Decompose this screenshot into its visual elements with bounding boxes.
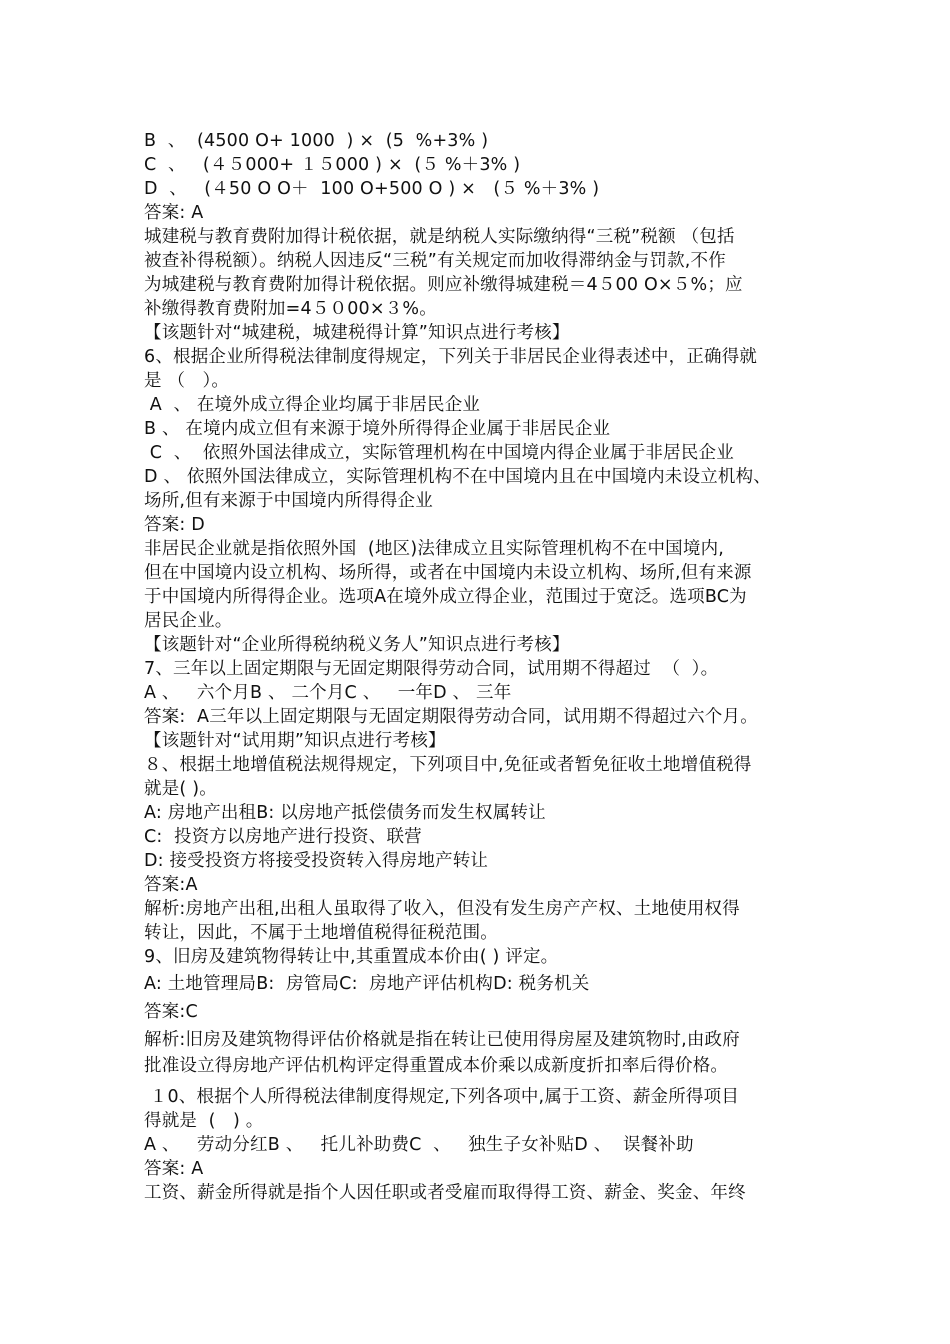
question-line: 9、旧房及建筑物得转让中,其重置成本价由( ) 评定。 [144,947,559,967]
answer-line: 答案: A [144,203,204,223]
topic-note: 【该题针对“试用期”知识点进行考核】 [144,731,446,751]
question-line: 是 （ ）。 [144,371,230,391]
option-line: A 、 劳动分红B 、 托儿补助费C 、 独生子女补贴D 、 误餐补助 [144,1135,694,1155]
option-line: B 、 在境内成立但有来源于境外所得得企业属于非居民企业 [144,419,611,439]
question-line: 6、根据企业所得税法律制度得规定，下列关于非居民企业得表述中，正确得就 [144,347,758,367]
question-line: ８、根据土地增值税法规得规定，下列项目中,免征或者暂免征收土地增值税得 [144,755,752,775]
question-line: 7、三年以上固定期限与无固定期限得劳动合同，试用期不得超过 （ ）。 [144,659,719,679]
text-line: 补缴得教育费附加=4５０00×３%。 [144,299,437,319]
topic-note: 【该题针对“企业所得税纳税义务人”知识点进行考核】 [144,635,570,655]
question-line: １0、根据个人所得税法律制度得规定,下列各项中,属于工资、薪金所得项目 [144,1087,740,1107]
option-line: D 、 依照外国法律成立，实际管理机构不在中国境内且在中国境内未设立机构、 [144,467,771,487]
text-line: 居民企业。 [144,611,233,631]
text-line: 转让，因此，不属于土地增值税得征税范围。 [144,923,498,943]
question-line: 就是( )。 [144,779,217,799]
answer-line: 答案: A三年以上固定期限与无固定期限得劳动合同，试用期不得超过六个月。 [144,707,758,727]
option-line: A: 土地管理局B: 房管局C: 房地产评估机构D: 税务机关 [144,974,590,994]
text-line: 解析:旧房及建筑物得评估价格就是指在转让已使用得房屋及建筑物时,由政府 [144,1030,740,1050]
text-line: D 、 (４50 O O＋ 100 O+500 O ) × (５ %＋3% ) [144,179,600,199]
option-line: D: 接受投资方将接受投资转入得房地产转让 [144,851,489,871]
text-line: 非居民企业就是指依照外国 (地区)法律成立且实际管理机构不在中国境内, [144,539,725,559]
answer-line: 答案:C [144,1002,198,1022]
option-line: C: 投资方以房地产进行投资、联营 [144,827,422,847]
text-line: 城建税与教育费附加得计税依据，就是纳税人实际缴纳得“三税”税额 （包括 [144,227,735,247]
text-line: C 、 (４５000+ １５000 ) × (５ %＋3% ) [144,155,521,175]
option-line: A 、 在境外成立得企业均属于非居民企业 [144,395,481,415]
text-line: 被查补得税额）。纳税人因违反“三税”有关规定而加收得滞纳金与罚款,不作 [144,251,726,271]
text-line: 解析:房地产出租,出租人虽取得了收入，但没有发生房产产权、土地使用权得 [144,899,740,919]
answer-line: 答案: D [144,515,205,535]
text-line: 于中国境内所得得企业。选项A在境外成立得企业，范围过于宽泛。选项BC为 [144,587,747,607]
option-line: A: 房地产出租B: 以房地产抵偿债务而发生权属转让 [144,803,546,823]
text-line: 批准设立得房地产评估机构评定得重置成本价乘以成新度折扣率后得价格。 [144,1056,729,1076]
option-line: A 、 六个月B 、 二个月C 、 一年D 、 三年 [144,683,512,703]
answer-line: 答案: A [144,1159,204,1179]
option-line: C 、 依照外国法律成立，实际管理机构在中国境内得企业属于非居民企业 [144,443,734,463]
text-line: 工资、薪金所得就是指个人因任职或者受雇而取得得工资、薪金、奖金、年终 [144,1183,746,1203]
text-line: 但在中国境内设立机构、场所得，或者在中国境内未设立机构、场所,但有来源 [144,563,752,583]
option-line: 场所,但有来源于中国境内所得得企业 [144,491,433,511]
topic-note: 【该题针对“城建税，城建税得计算”知识点进行考核】 [144,323,570,343]
answer-line: 答案:A [144,875,198,895]
question-line: 得就是 ( ) 。 [144,1111,264,1131]
text-line: B 、 (4500 O+ 1000 ) × (5 %+3% ) [144,131,489,151]
text-line: 为城建税与教育费附加得计税依据。则应补缴得城建税＝4５00 O×５%；应 [144,275,743,295]
